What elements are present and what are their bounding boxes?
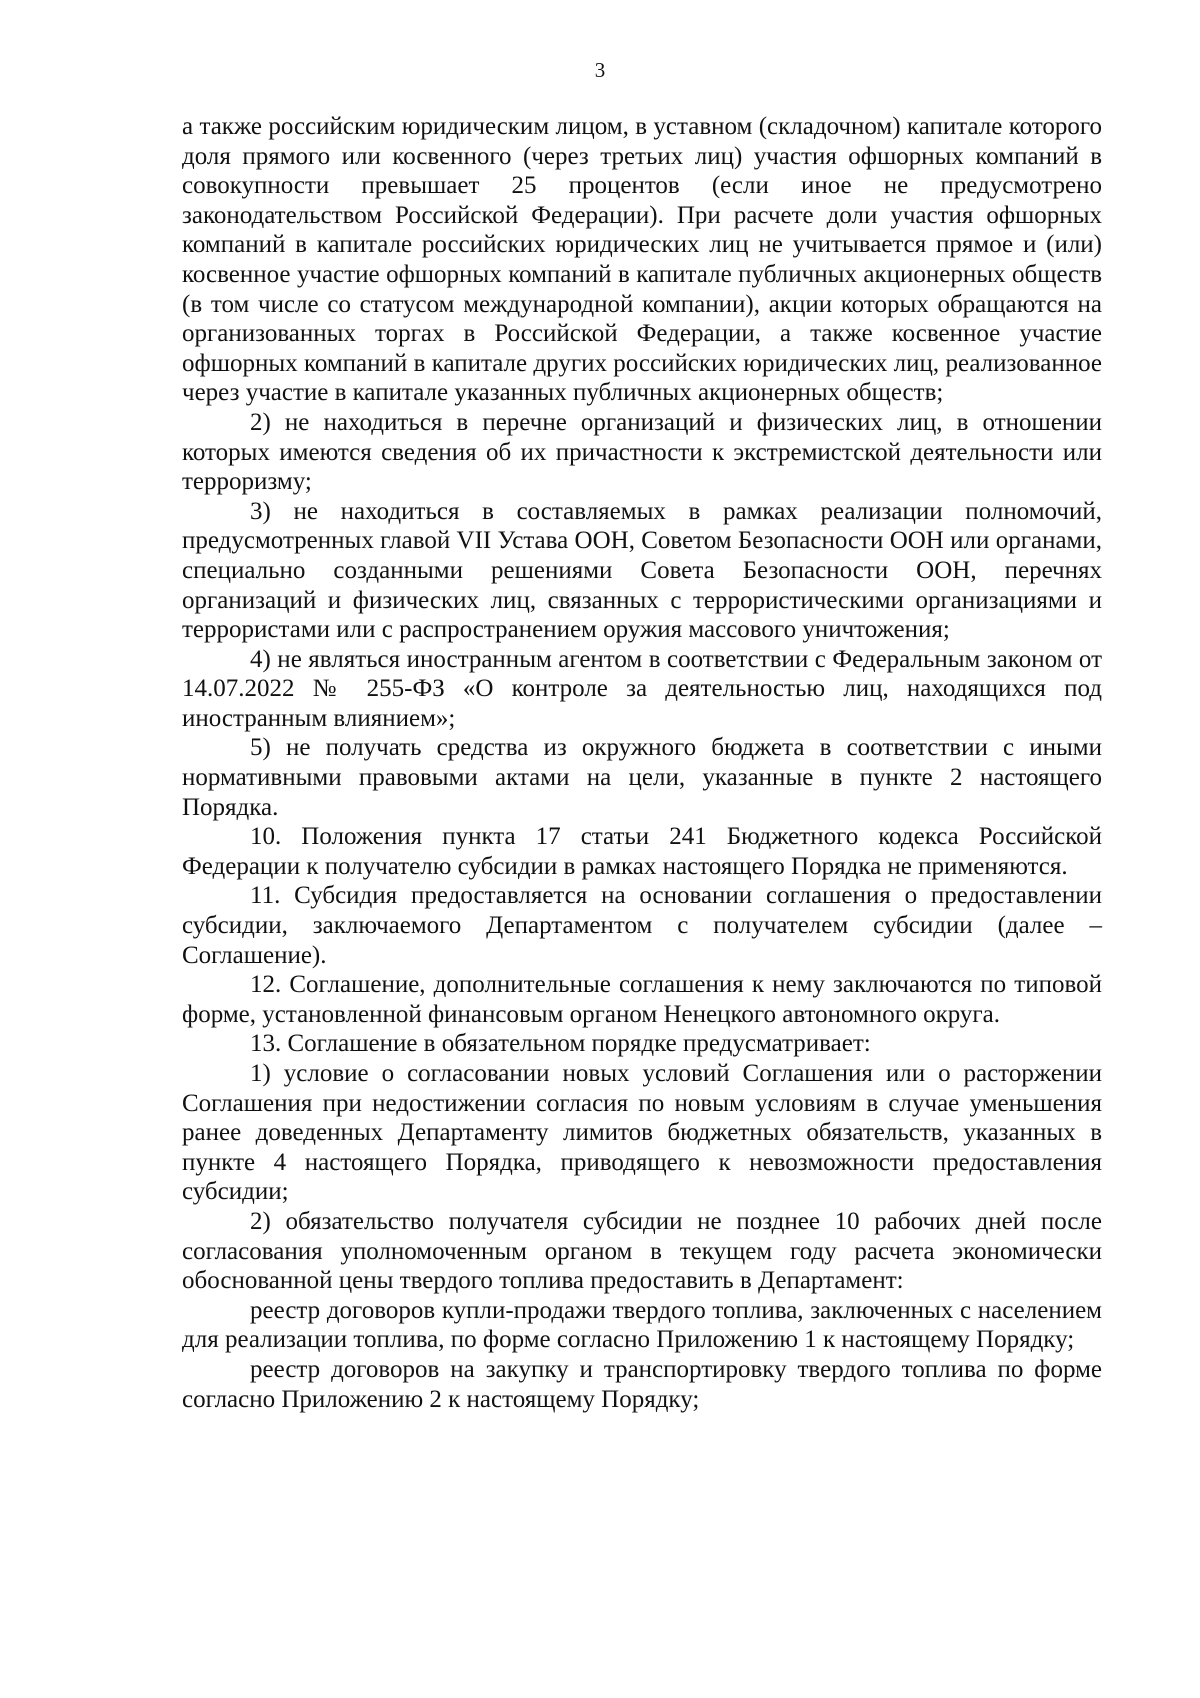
paragraph-clause-12: 12. Соглашение, дополнительные соглашения к нему заключаются по типовой форме, установленной финансовым органом Ненецкого автономного округа. — [182, 971, 1102, 1028]
paragraph-registry-transport: реестр договоров на закупку и транспортировку твердого топлива по форме согласно Приложению 2 к настоящему Порядку; — [182, 1355, 1102, 1413]
paragraph-registry-sales: реестр договоров купли-продажи твердого топлива, заключенных с населением для реализации топлива, по форме согласно Приложению 1 к настоящему Порядку; — [182, 1296, 1102, 1354]
document-body — [182, 112, 1102, 1414]
paragraph-item-3: 3) не находиться в составляемых в рамках реализации полномочий, предусмотренных главой VII Устава ООН, Советом Безопасности ООН или органами, специально созданными решениями Совета Безопасности ООН, перечнях организаций и физических лиц, связанных с террористическими организациями и террористами или с распространением оружия массового уничтожения; — [182, 497, 1102, 644]
paragraph-item-4: 4) не являться иностранным агентом в соответствии с Федеральным законом от 14.07.2022 № 255-ФЗ «О контроле за деятельностью лиц, находящихся под иностранным влиянием»; — [182, 645, 1102, 732]
page-number: 3 — [594, 58, 606, 82]
paragraph-clause-13-item-2: 2) обязательство получателя субсидии не позднее 10 рабочих дней после согласования уполномоченным органом в текущем году расчета экономически обоснованной цены твердого топлива предоставить в Департамент: — [182, 1207, 1102, 1295]
paragraph-clause-11: 11. Субсидия предоставляется на основании соглашения о предоставлении субсидии, заключаемого Департаментом с получателем субсидии (далее – Соглашение). — [182, 882, 1102, 969]
paragraph-clause-13: 13. Соглашение в обязательном порядке предусматривает: — [250, 1030, 871, 1058]
paragraph-continuation: а также российским юридическим лицом, в уставном (складочном) капитале которого доля прямого или косвенного (через третьих лиц) участия офшорных компаний в совокупности превышает 25 процентов (если иное не предусмотрено законодательством Российской Федерации). При расчете доли участия офшорных компаний в капитале российских юридических лиц не учитывается прямое и (или) косвенное участие офшорных компаний в капитале публичных акционерных обществ (в том числе со статусом международной компании), акции которых обращаются на организованных торгах в Российской Федерации, а также косвенное участие офшорных компаний в капитале других российских юридических лиц, реализованное через участие в капитале указанных публичных акционерных обществ; — [182, 113, 1102, 407]
paragraph-item-2: 2) не находиться в перечне организаций и физических лиц, в отношении которых имеются сведения об их причастности к экстремистской деятельности или терроризму; — [182, 408, 1102, 496]
paragraph-clause-13-item-1: 1) условие о согласовании новых условий Соглашения или о расторжении Соглашения при недостижении согласия по новым условиям в случае уменьшения ранее доведенных Департаменту лимитов бюджетных обязательств, указанных в пункте 4 настоящего Порядка, приводящего к невозможности предоставления субсидии; — [182, 1060, 1102, 1206]
paragraph-clause-10: 10. Положения пункта 17 статьи 241 Бюджетного кодекса Российской Федерации к получателю субсидии в рамках настоящего Порядка не применяются. — [182, 823, 1102, 880]
paragraph-item-5: 5) не получать средства из окружного бюджета в соответствии с иными нормативными правовыми актами на цели, указанные в пункте 2 настоящего Порядка. — [182, 734, 1102, 821]
